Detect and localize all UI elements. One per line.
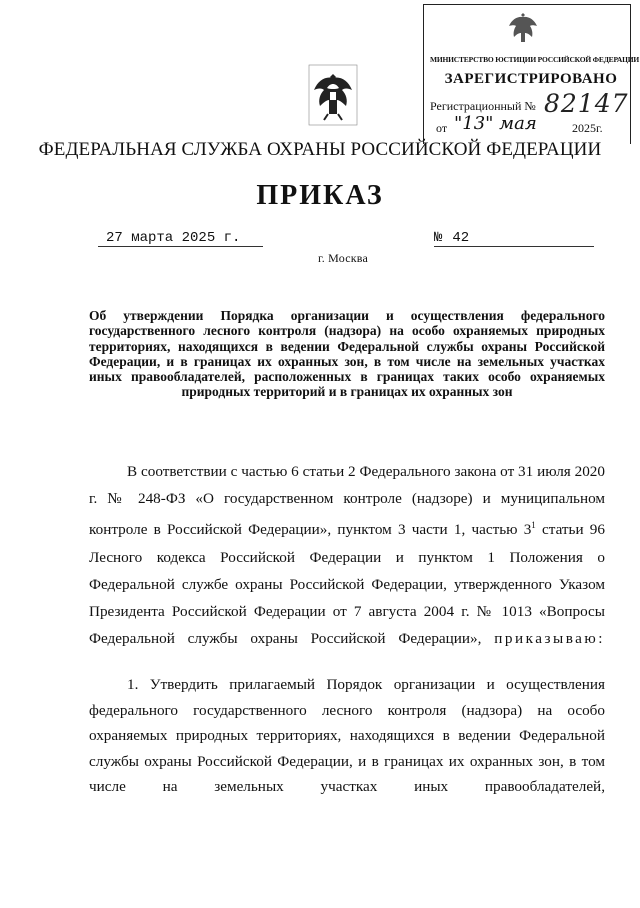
order-number-field — [434, 230, 594, 247]
clause-1-paragraph: 1. Утвердить прилагаемый Порядок организации и осуществления федерального государственного лесного контроля (надзора) на особо охраняемых природных территориях, находящихся в ведении Федеральной службы охраны Российской Федерации, и в границах их охранных зон, в том числе на земельных участках иных правообладателей, — [89, 676, 605, 796]
preamble-text-2: статьи 96 Лесного кодекса Российской Федерации и пунктом 1 Положения о Федеральной службе охраны Российской Федерации, утвержденного Указом Президента Российской Федерации от 7 августа 2004 г. № 1013 «Вопросы Федеральной службы охраны Российской Федерации», — [89, 521, 605, 648]
stamp-regno-value: 82147 — [544, 89, 629, 118]
stamp-emblem-icon — [506, 11, 540, 49]
order-subject: Об утверждении Порядка организации и осуществления федерального государственного лесного контроля (надзора) на особо охраняемых природных территориях, находящихся в ведении Федеральной службы охраны Российской Федерации, и в границах их охранных зон, в том числе на земельных участках иных правообладателей, расположенных в границах таких особо охраняемых природных территорий и в границах их охранных зон — [89, 308, 605, 400]
stamp-ministry: МИНИСТЕРСТВО ЮСТИЦИИ РОССИЙСКОЙ ФЕДЕРАЦИИ — [430, 55, 639, 64]
agency-name: ФЕДЕРАЛЬНАЯ СЛУЖБА ОХРАНЫ РОССИЙСКОЙ ФЕДЕРАЦИИ — [38, 139, 602, 160]
city: г. Москва — [317, 251, 369, 265]
registration-stamp — [423, 4, 639, 144]
stamp-date-prefix: от — [436, 121, 448, 135]
order-number: 42 — [452, 230, 470, 246]
stamp-date-year: 2025г. — [572, 121, 603, 135]
stamp-registered: ЗАРЕГИСТРИРОВАНО — [444, 71, 618, 87]
order-date: 27 марта 2025 г. — [98, 230, 263, 247]
coat-of-arms-emblem — [308, 64, 358, 126]
stamp-date-handwritten: "13" мая — [454, 113, 537, 134]
preamble-text-1: В соответствии с частью 6 статьи 2 Федерального закона от 31 июля 2020 г. № 248-ФЗ «О государственном контроле (надзоре) и муниципальном контроле в Российской Федерации», пунктом 3 части 1, частью 3 — [89, 463, 605, 539]
order-word: приказываю: — [494, 630, 605, 648]
stamp-regno-label: Регистрационный № — [430, 99, 536, 113]
preamble-paragraph — [89, 458, 605, 652]
order-title: ПРИКАЗ — [256, 180, 384, 211]
order-number-label: № — [434, 230, 443, 246]
preamble-superscript: 1 — [531, 520, 536, 531]
city-line — [0, 251, 640, 266]
